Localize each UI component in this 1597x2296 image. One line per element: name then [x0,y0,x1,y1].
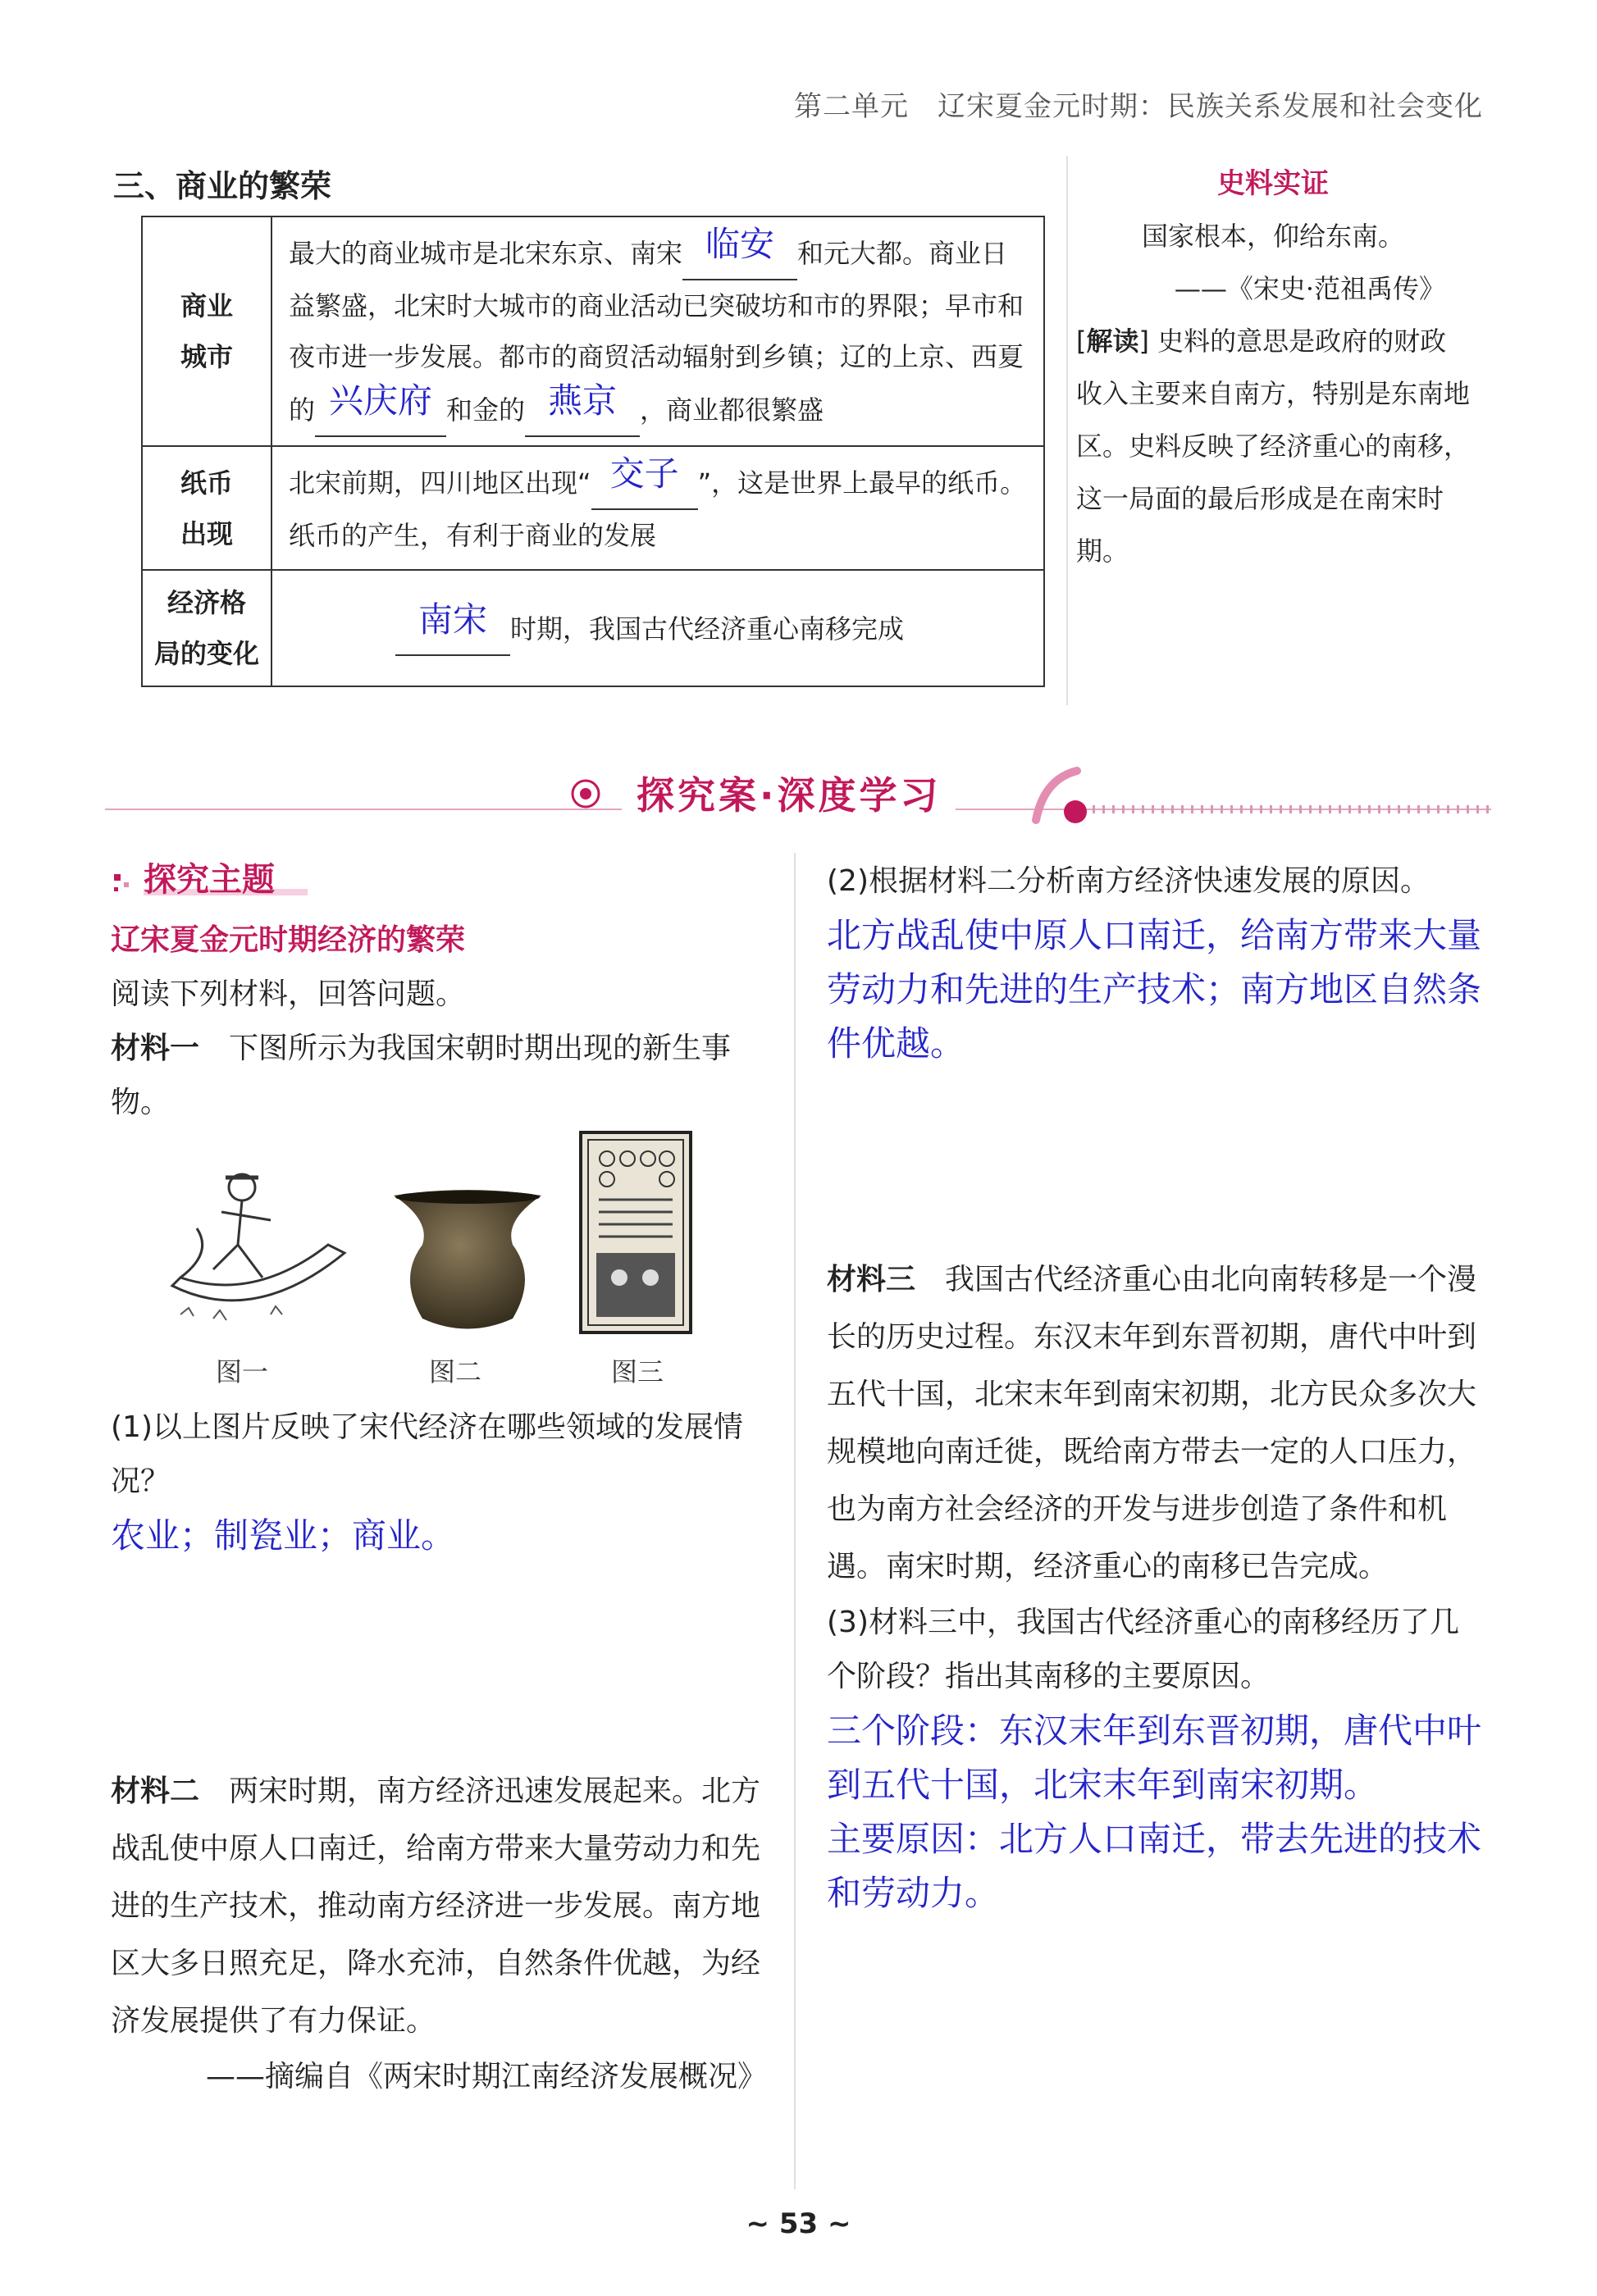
figure-caption: 图二 [429,1356,482,1387]
interpretation: [解读] 史料的意思是政府的财政收入主要来自南方，特别是东南地区。史料反映了经济重心的南移，这一局面的最后形成是在南宋时期。 [1076,326,1471,567]
blank-answer [395,601,510,656]
commerce-table [141,216,1045,687]
farmer-boat-illustration [164,1155,353,1335]
figure-caption: 图一 [216,1356,269,1387]
porcelain-vase-illustration [381,1187,554,1335]
topic-subtitle: 辽宋夏金元时期经济的繁荣 [111,923,466,957]
answer-two: 北方战乱使中原人口南迁，给南方带来大量劳动力和先进的生产技术；南方地区自然条件优越。 [827,915,1482,1064]
quote-source: ——《宋史·范祖禹传》 [1174,273,1445,304]
material-two [111,1763,767,2050]
right-column [827,854,1483,1920]
sidebar-source-evidence [1076,157,1470,577]
banner-dots [1073,805,1491,813]
material-one [111,1022,767,1130]
cell-text: ”，这是世界上最早的纸币。纸币的产生，有利于商业的发展 [289,467,1027,551]
material-source: ——摘编自《两宋时期江南经济发展概况》 [205,2060,767,2093]
material-label: 材料三 [827,1263,916,1296]
left-column [111,853,767,2104]
cell-text: 时期，我国古代经济重心南移完成 [510,613,905,645]
section-title: 三、商业的繁荣 [113,168,332,204]
table-row [142,446,1044,570]
question-three: (3)材料三中，我国古代经济重心的南移经历了几个阶段？指出其南移的主要原因。 [827,1606,1459,1693]
interpretation-text: 史料的意思是政府的财政收入主要来自南方，特别是东南地区。史料反映了经济重心的南移，这一局面的最后形成是在南宋时期。 [1076,326,1471,567]
blank-answer [591,455,698,510]
quote-text: 国家根本，仰给东南。 [1141,221,1404,252]
material-three [827,1251,1483,1596]
row-head-economy: 经济格 局的变化 [142,570,271,686]
cell-text: ，商业都很繁盛 [640,394,824,426]
question-one: (1)以上图片反映了宋代经济在哪些领域的发展情况？ [111,1410,743,1498]
blank-answer [525,382,640,437]
handwritten-answer: 南宋 [418,599,487,640]
jiaozi-banknote-illustration [578,1130,693,1335]
answer-one: 农业；制瓷业；商业。 [111,1515,456,1556]
blank-answer [315,382,446,437]
question-two: (2)根据材料二分析南方经济快速发展的原因。 [827,864,1430,898]
material-text: 我国古代经济重心由北向南转移是一个漫长的历史过程。东汉末年到东晋初期，唐代中叶到五代十国，北宋末年到南宋初期，北方民众多次大规模地向南迁徙，既给南方带去一定的人口压力，也为南方社会经济的开发与进步创造了条件和机遇。南宋时期，经济重心的南移已告完成。 [827,1263,1477,1583]
material-text: 两宋时期，南方经济迅速发展起来。北方战乱使中原人口南迁，给南方带来大量劳动力和先进的生产技术，推动南方经济进一步发展。南方地区大多日照充足，降水充沛，自然条件优越，为经济发展提供了有力保证。 [111,1774,761,2038]
page-number: ~ 53 ~ [746,2207,851,2240]
cell-text: 和金的 [446,394,526,426]
row-body-cities [271,216,1044,446]
cell-text: 最大的商业城市是北宋东京、南宋 [289,238,683,269]
material-label: 材料一 [111,1032,200,1065]
section-banner [105,763,1491,828]
figures [111,1130,767,1401]
column-divider [794,853,796,2189]
sidebar-title: 史料实证 [1217,167,1329,200]
row-body-economy [271,570,1044,686]
banner-title: 探究案·深度学习 [622,766,956,820]
row-body-paper-money [271,446,1044,570]
handwritten-answer: 兴庆府 [329,380,433,421]
material-label: 材料二 [111,1774,200,1808]
column-divider [1066,156,1068,705]
decorative-swirl-icon [1028,763,1110,828]
row-head-cities: 商业 城市 [142,216,271,446]
cell-text: 北宋前期，四川地区出现“ [289,467,591,499]
page-header: 第二单元 辽宋夏金元时期：民族关系发展和社会变化 [794,90,1483,123]
handwritten-answer: 临安 [705,224,775,264]
figure-caption: 图三 [611,1356,664,1387]
interpretation-label: 解读 [1086,326,1139,357]
intro-text: 阅读下列材料，回答问题。 [111,977,466,1011]
answer-three-stages: 三个阶段：东汉末年到东晋初期，唐代中叶到五代十国，北宋末年到南宋初期。 [827,1711,1482,1805]
answer-three-reason: 主要原因：北方人口南迁，带去先进的技术和劳动力。 [827,1819,1482,1913]
material-text: 下图所示为我国宋朝时期出现的新生事物。 [111,1032,732,1119]
handwritten-answer: 交子 [609,453,679,494]
blank-answer [682,226,797,280]
table-row [142,570,1044,686]
cell-text: 和元大都。商业日益繁盛，北宋时大城市的商业活动已突破坊和市的界限；早市和夜市进一步发展。都市的商贸活动辐射到乡镇；辽的上京、西夏的 [289,238,1024,426]
target-icon [569,777,602,810]
row-head-paper-money: 纸币 出现 [142,446,271,570]
topic-tag: 探究主题 [111,861,275,899]
table-row [142,216,1044,446]
handwritten-answer: 燕京 [548,380,618,421]
